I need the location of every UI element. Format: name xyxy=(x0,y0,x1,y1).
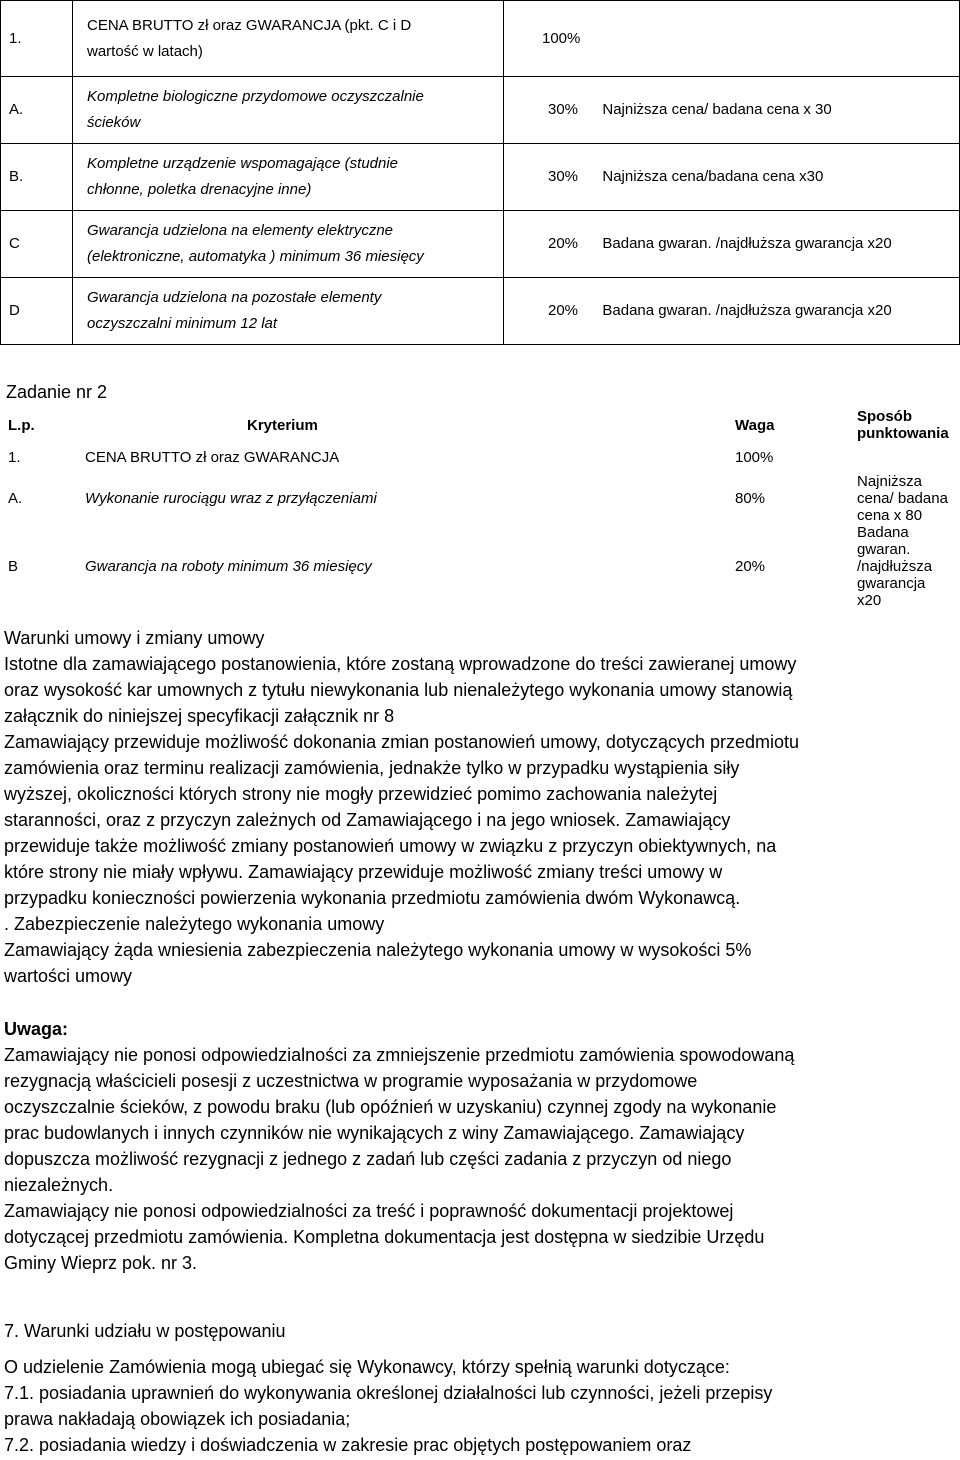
kryterium-line: Kompletne urządzenie wspomagające (studnie xyxy=(87,155,399,172)
text-line: wyższej, okoliczności których strony nie mogły przewidzieć pomimo zachowania należytej xyxy=(4,784,718,804)
row-sposob: Badana gwaran. /najdłuższa gwarancja x20 xyxy=(857,524,933,609)
kryterium-line: (elektroniczne, automatyka ) minimum 36 miesięcy xyxy=(87,248,424,265)
table-row xyxy=(0,473,960,524)
row-kryterium: Wykonanie rurociągu wraz z przyłączeniami xyxy=(85,490,377,507)
row-waga: 20% xyxy=(548,302,579,319)
text-line: Zamawiający nie ponosi odpowiedzialności za treść i poprawność dokumentacji projektowej xyxy=(4,1201,734,1221)
header-lp: L.p. xyxy=(8,416,35,434)
text-line: Gminy Wieprz pok. nr 3. xyxy=(4,1253,198,1273)
table-row xyxy=(1,144,960,211)
header-kryterium: Kryterium xyxy=(247,416,318,434)
table-row xyxy=(1,77,960,144)
row-waga-sposob xyxy=(504,144,960,211)
section-title-zadanie-2: Zadanie nr 2 xyxy=(6,382,108,402)
text-line: . Zabezpieczenie należytego wykonania umowy xyxy=(4,914,385,934)
row-waga: 30% xyxy=(548,168,579,185)
row-kryterium xyxy=(73,1,504,77)
row-waga-sposob xyxy=(504,77,960,144)
row-waga-sposob xyxy=(504,278,960,345)
row-waga: 30% xyxy=(548,101,579,118)
text-line: 7.2. posiadania wiedzy i doświadczenia w zakresie prac objętych postępowaniem oraz xyxy=(4,1435,692,1455)
text-line: staranności, oraz z przyczyn zależnych od Zamawiającego i na jego wniosek. Zamawiający xyxy=(4,810,731,830)
text-line: oczyszczalnie ścieków, z powodu braku (lub opóźnień w uzyskaniu) czynnej zgody na wykonanie xyxy=(4,1097,777,1117)
text-line: niezależnych. xyxy=(4,1175,114,1195)
text-line: 7.1. posiadania uprawnień do wykonywania określonej działalności lub czynności, jeżeli przepisy xyxy=(4,1383,773,1403)
section-7 xyxy=(4,1318,954,1458)
warunki-umowy-section xyxy=(4,625,954,989)
text-line: wartości umowy xyxy=(4,966,133,986)
row-sposob: Badana gwaran. /najdłuższa gwarancja x20 xyxy=(602,235,892,252)
row-lp: D xyxy=(1,278,73,345)
text-line: dotyczącej przedmiotu zamówienia. Kompletna dokumentacja jest dostępna w siedzibie Urzędu xyxy=(4,1227,765,1247)
text-line: przypadku konieczności powierzenia wykonania przedmiotu zamówienia dwóm Wykonawcą. xyxy=(4,888,741,908)
row-lp: B xyxy=(8,558,19,575)
header-waga: Waga xyxy=(735,416,775,434)
table-header-row xyxy=(0,408,960,442)
text-line: O udzielenie Zamówienia mogą ubiegać się Wykonawcy, którzy spełnią warunki dotyczące: xyxy=(4,1357,730,1377)
table-row xyxy=(0,442,960,473)
text-line: Zamawiający przewiduje możliwość dokonania zmian postanowień umowy, dotyczących przedmiotu xyxy=(4,732,800,752)
row-sposob: Badana gwaran. /najdłuższa gwarancja x20 xyxy=(602,302,892,319)
text-line: Istotne dla zamawiającego postanowienia, które zostaną wprowadzone do treści zawieranej umowy xyxy=(4,654,797,674)
text-line: prac budowlanych i innych czynników nie wynikających z winy Zamawiającego. Zamawiający xyxy=(4,1123,745,1143)
row-lp: A. xyxy=(1,77,73,144)
text-line: załącznik do niniejszej specyfikacji załącznik nr 8 xyxy=(4,706,395,726)
criteria-table-1 xyxy=(0,0,960,345)
row-lp: 1. xyxy=(1,1,73,77)
kryterium-line: Kompletne biologiczne przydomowe oczyszczalnie xyxy=(87,88,424,105)
row-kryterium xyxy=(73,278,504,345)
text-line: przewiduje także możliwość zmiany postanowień umowy w związku z przyczyn obiektywnych, na xyxy=(4,836,777,856)
row-waga: 100% xyxy=(542,29,581,47)
row-kryterium: Gwarancja na roboty minimum 36 miesięcy xyxy=(85,558,372,575)
kryterium-line: wartość w latach) xyxy=(87,42,203,60)
text-line: prawa nakładają obowiązek ich posiadania; xyxy=(4,1409,351,1429)
row-waga-sposob xyxy=(504,1,960,77)
kryterium-line: chłonne, poletka drenacyjne inne) xyxy=(87,181,312,198)
kryterium-line: CENA BRUTTO zł oraz GWARANCJA (pkt. C i D xyxy=(87,16,412,34)
table-row xyxy=(1,211,960,278)
row-waga: 100% xyxy=(735,449,774,466)
row-kryterium xyxy=(73,144,504,211)
uwaga-label: Uwaga: xyxy=(4,1019,69,1039)
text-line: Zamawiający żąda wniesienia zabezpieczenia należytego wykonania umowy w wysokości 5% xyxy=(4,940,752,960)
header-sposob: Sposób punktowania xyxy=(857,408,949,442)
row-kryterium xyxy=(73,77,504,144)
table-row xyxy=(0,524,960,609)
row-lp: B. xyxy=(1,144,73,211)
row-waga: 80% xyxy=(735,490,766,507)
row-lp: 1. xyxy=(8,449,21,466)
kryterium-line: ścieków xyxy=(87,114,141,131)
row-sposob: Najniższa cena/ badana cena x 30 xyxy=(602,101,832,118)
row-lp: A. xyxy=(8,490,23,507)
table-row xyxy=(1,278,960,345)
text-line: które strony nie miały wpływu. Zamawiający przewiduje możliwość zmiany treści umowy w xyxy=(4,862,723,882)
kryterium-line: Gwarancja udzielona na elementy elektryczne xyxy=(87,222,393,239)
text-line: zamówienia oraz terminu realizacji zamówienia, jednakże tylko w przypadku wystąpienia siły xyxy=(4,758,740,778)
row-waga: 20% xyxy=(548,235,579,252)
text-line: rezygnacją właścicieli posesji z uczestnictwa w programie wyposażania w przydomowe xyxy=(4,1071,698,1091)
text-line: dopuszcza możliwość rezygnacji z jednego z zadań lub części zadania z przyczyn od niego xyxy=(4,1149,732,1169)
text-line: Zamawiający nie ponosi odpowiedzialności za zmniejszenie przedmiotu zamówienia spowodowaną xyxy=(4,1045,795,1065)
uwaga-section xyxy=(4,1016,954,1276)
row-waga-sposob xyxy=(504,211,960,278)
row-lp: C xyxy=(1,211,73,278)
row-waga: 20% xyxy=(735,558,766,575)
row-sposob xyxy=(813,442,960,473)
criteria-table-2 xyxy=(0,408,960,609)
section-heading: 7. Warunki udziału w postępowaniu xyxy=(4,1321,286,1341)
kryterium-line: oczyszczalni minimum 12 lat xyxy=(87,315,278,332)
text-line: oraz wysokość kar umownych z tytułu niewykonania lub nienależytego wykonania umowy stanowią xyxy=(4,680,793,700)
section-heading: Warunki umowy i zmiany umowy xyxy=(4,628,265,648)
row-kryterium xyxy=(73,211,504,278)
row-kryterium: CENA BRUTTO zł oraz GWARANCJA xyxy=(85,449,340,466)
row-sposob: Najniższa cena/badana cena x30 xyxy=(602,168,824,185)
kryterium-line: Gwarancja udzielona na pozostałe elementy xyxy=(87,289,382,306)
table-row xyxy=(1,1,960,77)
row-sposob: Najniższa cena/ badana cena x 80 xyxy=(857,473,948,524)
